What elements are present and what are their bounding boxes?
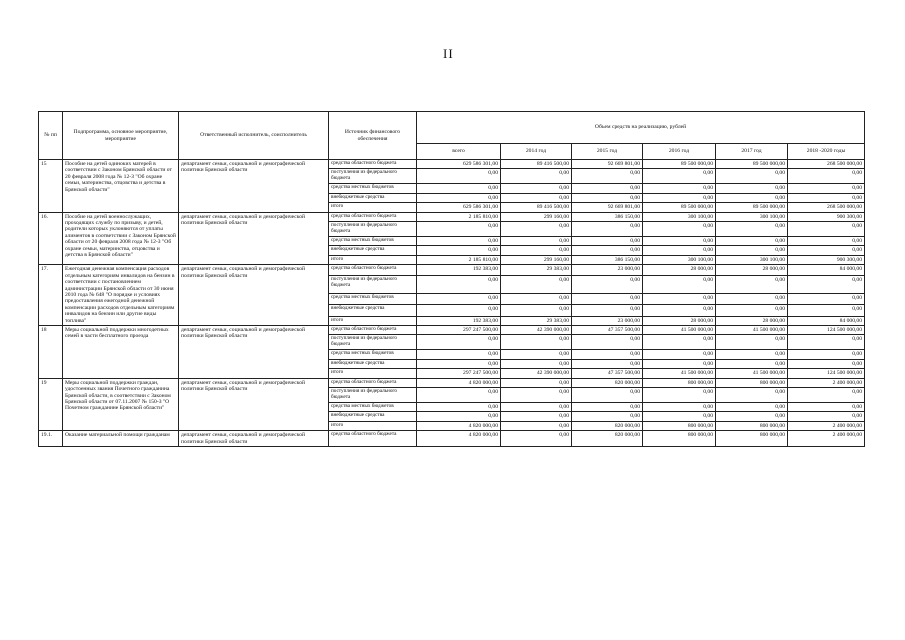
row-number: 17. (39, 265, 63, 326)
amount-cell: 0,00 (572, 222, 643, 237)
amount-cell: 0,00 (716, 350, 788, 359)
amount-cell: 0,00 (643, 193, 716, 202)
amount-cell: 0,00 (501, 193, 572, 202)
amount-cell: 42 390 000,00 (501, 369, 572, 378)
program-name: Пособие на детей военнослужащих, проходящих службу по призыву, и детей, родители которых уклоняются от уплаты алиментов в соответствии с Законом Брянской области от 20 февраля 2008 года № 12-З "Об охране семьи, материнства, отцовства и детства в Брянской области" (63, 212, 179, 265)
header-year: 2015 год (572, 144, 643, 160)
amount-cell: 4 820 000,00 (417, 378, 501, 387)
amount-cell: 900 300,00 (788, 212, 865, 221)
amount-cell: 2 400 000,00 (788, 421, 865, 430)
amount-cell: 0,00 (788, 193, 865, 202)
amount-cell: 0,00 (501, 335, 572, 350)
row-number: 16. (39, 212, 63, 265)
funding-source: внебюджетные средства (329, 412, 417, 421)
amount-cell: 0,00 (643, 305, 716, 316)
amount-cell: 629 586 301,00 (417, 160, 501, 169)
amount-cell: 268 500 000,00 (788, 160, 865, 169)
executor-name: департамент семьи, социальной и демографической политики Брянской области (179, 160, 329, 213)
amount-cell: 0,00 (501, 246, 572, 255)
amount-cell: 92 669 801,00 (572, 203, 643, 212)
executor-name: департамент семьи, социальной и демографической политики Брянской области (179, 212, 329, 265)
amount-cell: 41 500 000,00 (643, 326, 716, 335)
amount-cell: 0,00 (417, 388, 501, 403)
amount-cell: 297 247 500,00 (417, 369, 501, 378)
funding-source: итого (329, 421, 417, 430)
funding-source: внебюджетные средства (329, 193, 417, 202)
amount-cell: 4 820 000,00 (417, 421, 501, 430)
executor-name: департамент семьи, социальной и демографической политики Брянской области (179, 378, 329, 431)
funding-source: внебюджетные средства (329, 305, 417, 316)
executor-name: департамент семьи, социальной и демографической политики Брянской области (179, 326, 329, 379)
executor-name: департамент семьи, социальной и демографической политики Брянской области (179, 431, 329, 447)
funding-source: итого (329, 255, 417, 264)
amount-cell: 23 000,00 (572, 265, 643, 276)
funding-source: внебюджетные средства (329, 359, 417, 368)
amount-cell: 84 000,00 (788, 265, 865, 276)
amount-cell: 0,00 (572, 184, 643, 193)
amount-cell: 0,00 (417, 350, 501, 359)
amount-cell: 268 500 000,00 (788, 203, 865, 212)
funding-source: средства местных бюджетов (329, 350, 417, 359)
amount-cell: 0,00 (501, 184, 572, 193)
amount-cell: 0,00 (643, 388, 716, 403)
header-program: Подпрограмма, основное мероприятие, мероприятие (63, 112, 179, 160)
amount-cell: 0,00 (716, 412, 788, 421)
amount-cell: 0,00 (788, 276, 865, 294)
amount-cell: 124 500 000,00 (788, 369, 865, 378)
amount-cell: 0,00 (501, 294, 572, 305)
amount-cell: 0,00 (417, 335, 501, 350)
amount-cell: 192 383,00 (417, 316, 501, 325)
header-executor: Ответственный исполнитель, соисполнитель (179, 112, 329, 160)
amount-cell: 0,00 (417, 359, 501, 368)
amount-cell: 0,00 (501, 350, 572, 359)
funding-source: средства местных бюджетов (329, 294, 417, 305)
amount-cell: 4 820 000,00 (417, 431, 501, 447)
amount-cell: 0,00 (716, 305, 788, 316)
amount-cell: 0,00 (716, 388, 788, 403)
table-row (39, 265, 865, 276)
amount-cell: 299 160,00 (501, 212, 572, 221)
amount-cell: 41 500 000,00 (643, 369, 716, 378)
amount-cell: 0,00 (501, 236, 572, 245)
amount-cell: 800 000,00 (643, 378, 716, 387)
funding-source: поступления из федерального бюджета (329, 276, 417, 294)
amount-cell: 0,00 (643, 412, 716, 421)
amount-cell: 124 500 000,00 (788, 326, 865, 335)
funding-source: поступления из федерального бюджета (329, 335, 417, 350)
amount-cell: 0,00 (417, 193, 501, 202)
funding-source: итого (329, 369, 417, 378)
amount-cell: 0,00 (643, 335, 716, 350)
amount-cell: 0,00 (572, 169, 643, 184)
funding-source: поступления из федерального бюджета (329, 169, 417, 184)
amount-cell: 28 000,00 (716, 265, 788, 276)
amount-cell: 0,00 (417, 403, 501, 412)
funding-source: средства областного бюджета (329, 431, 417, 447)
funding-source: итого (329, 203, 417, 212)
amount-cell: 0,00 (716, 359, 788, 368)
amount-cell: 89 500 000,00 (716, 203, 788, 212)
amount-cell: 28 000,00 (643, 265, 716, 276)
amount-cell: 2 400 000,00 (788, 431, 865, 447)
amount-cell: 0,00 (572, 335, 643, 350)
amount-cell: 47 357 500,00 (572, 369, 643, 378)
amount-cell: 0,00 (572, 359, 643, 368)
amount-cell: 386 150,00 (572, 212, 643, 221)
amount-cell: 0,00 (643, 403, 716, 412)
program-name: Ежегодная денежная компенсация расходов отдельным категориям инвалидов на бензин в соответствии с постановлением администрации Брянской области от 30 июня 2010 года № 648 "О порядке и условиях предоставления ежегодной денежной компенсации расходов отдельным категориям инвалидов на бензин или другие виды топлива" (63, 265, 179, 326)
amount-cell: 0,00 (501, 169, 572, 184)
amount-cell: 0,00 (788, 246, 865, 255)
table-row (39, 431, 865, 447)
header-year: 2014 год (501, 144, 572, 160)
amount-cell: 89 416 500,00 (501, 203, 572, 212)
amount-cell: 0,00 (643, 276, 716, 294)
amount-cell: 0,00 (643, 222, 716, 237)
amount-cell: 0,00 (788, 222, 865, 237)
amount-cell: 0,00 (716, 335, 788, 350)
amount-cell: 0,00 (788, 169, 865, 184)
amount-cell: 29 383,00 (501, 265, 572, 276)
program-name: Меры социальной поддержки граждан, удостоенных звания Почетного гражданина Брянской области, в соответствии с Законом Брянской области от 07.11.2007 № 150-З "О Почетном гражданине Брянской области" (63, 378, 179, 431)
row-number: 15 (39, 160, 63, 213)
amount-cell: 0,00 (417, 246, 501, 255)
amount-cell: 0,00 (572, 236, 643, 245)
amount-cell: 0,00 (788, 236, 865, 245)
amount-cell: 0,00 (716, 294, 788, 305)
amount-cell: 0,00 (643, 236, 716, 245)
amount-cell: 0,00 (716, 193, 788, 202)
amount-cell: 0,00 (788, 294, 865, 305)
amount-cell: 0,00 (572, 403, 643, 412)
amount-cell: 2 185 810,00 (417, 255, 501, 264)
header-num: № пп (39, 112, 63, 160)
amount-cell: 0,00 (417, 184, 501, 193)
budget-table (38, 111, 865, 447)
amount-cell: 0,00 (716, 169, 788, 184)
amount-cell: 0,00 (501, 421, 572, 430)
amount-cell: 47 357 500,00 (572, 326, 643, 335)
amount-cell: 0,00 (417, 169, 501, 184)
amount-cell: 89 416 500,00 (501, 160, 572, 169)
amount-cell: 89 500 000,00 (643, 160, 716, 169)
amount-cell: 820 000,00 (572, 378, 643, 387)
funding-source: средства местных бюджетов (329, 236, 417, 245)
amount-cell: 0,00 (417, 412, 501, 421)
amount-cell: 0,00 (788, 305, 865, 316)
amount-cell: 800 000,00 (716, 431, 788, 447)
amount-cell: 89 500 000,00 (716, 160, 788, 169)
funding-source: средства областного бюджета (329, 378, 417, 387)
header-year: 2018 -2020 годы (788, 144, 865, 160)
amount-cell: 0,00 (643, 350, 716, 359)
funding-source: поступления из федерального бюджета (329, 388, 417, 403)
amount-cell: 89 500 000,00 (643, 203, 716, 212)
amount-cell: 0,00 (417, 236, 501, 245)
amount-cell: 0,00 (572, 246, 643, 255)
amount-cell: 28 000,00 (716, 316, 788, 325)
amount-cell: 299 160,00 (501, 255, 572, 264)
funding-source: поступления из федерального бюджета (329, 222, 417, 237)
amount-cell: 629 586 301,00 (417, 203, 501, 212)
amount-cell: 0,00 (417, 305, 501, 316)
funding-source: средства местных бюджетов (329, 403, 417, 412)
amount-cell: 28 000,00 (643, 316, 716, 325)
amount-cell: 0,00 (572, 412, 643, 421)
amount-cell: 192 383,00 (417, 265, 501, 276)
amount-cell: 0,00 (501, 388, 572, 403)
amount-cell: 800 000,00 (716, 378, 788, 387)
amount-cell: 0,00 (788, 335, 865, 350)
funding-source: итого (329, 316, 417, 325)
amount-cell: 300 100,00 (716, 212, 788, 221)
amount-cell: 0,00 (572, 305, 643, 316)
amount-cell: 0,00 (788, 350, 865, 359)
amount-cell: 2 185 810,00 (417, 212, 501, 221)
amount-cell: 0,00 (643, 294, 716, 305)
amount-cell: 820 000,00 (572, 421, 643, 430)
funding-source: средства областного бюджета (329, 212, 417, 221)
amount-cell: 0,00 (716, 246, 788, 255)
amount-cell: 0,00 (643, 246, 716, 255)
table-row (39, 160, 865, 169)
header-year: 2017 год (716, 144, 788, 160)
amount-cell: 0,00 (572, 350, 643, 359)
amount-cell: 41 500 000,00 (716, 326, 788, 335)
amount-cell: 0,00 (643, 169, 716, 184)
executor-name: департамент семьи, социальной и демографической политики Брянской области (179, 265, 329, 326)
amount-cell: 29 383,00 (501, 316, 572, 325)
amount-cell: 0,00 (501, 222, 572, 237)
amount-cell: 900 300,00 (788, 255, 865, 264)
page-number: II (443, 46, 454, 61)
amount-cell: 0,00 (716, 403, 788, 412)
amount-cell: 41 500 000,00 (716, 369, 788, 378)
amount-cell: 297 247 500,00 (417, 326, 501, 335)
amount-cell: 0,00 (417, 222, 501, 237)
amount-cell: 0,00 (501, 403, 572, 412)
amount-cell: 0,00 (716, 276, 788, 294)
row-number: 19 (39, 378, 63, 431)
amount-cell: 800 000,00 (643, 421, 716, 430)
amount-cell: 0,00 (572, 388, 643, 403)
amount-cell: 0,00 (501, 412, 572, 421)
amount-cell: 0,00 (501, 378, 572, 387)
amount-cell: 0,00 (716, 222, 788, 237)
amount-cell: 0,00 (643, 359, 716, 368)
amount-cell: 84 000,00 (788, 316, 865, 325)
amount-cell: 0,00 (716, 184, 788, 193)
amount-cell: 0,00 (572, 276, 643, 294)
funding-source: внебюджетные средства (329, 246, 417, 255)
amount-cell: 0,00 (788, 359, 865, 368)
program-name: Меры социальной поддержки многодетных семей в части бесплатного проезда (63, 326, 179, 379)
funding-source: средства областного бюджета (329, 326, 417, 335)
header-year: 2016 год (643, 144, 716, 160)
header-volume: Объем средств на реализацию, рублей (417, 112, 865, 144)
funding-source: средства областного бюджета (329, 160, 417, 169)
table-row (39, 378, 865, 387)
amount-cell: 0,00 (417, 294, 501, 305)
amount-cell: 0,00 (501, 305, 572, 316)
amount-cell: 23 000,00 (572, 316, 643, 325)
row-number: 18 (39, 326, 63, 379)
amount-cell: 0,00 (643, 184, 716, 193)
amount-cell: 0,00 (501, 276, 572, 294)
amount-cell: 300 100,00 (643, 255, 716, 264)
amount-cell: 820 000,00 (572, 431, 643, 447)
amount-cell: 0,00 (572, 193, 643, 202)
amount-cell: 0,00 (501, 359, 572, 368)
amount-cell: 800 000,00 (643, 431, 716, 447)
amount-cell: 0,00 (788, 388, 865, 403)
amount-cell: 300 100,00 (643, 212, 716, 221)
amount-cell: 42 390 000,00 (501, 326, 572, 335)
row-number: 19.1. (39, 431, 63, 447)
table-row (39, 212, 865, 221)
amount-cell: 92 669 801,00 (572, 160, 643, 169)
amount-cell: 0,00 (788, 412, 865, 421)
funding-source: средства областного бюджета (329, 265, 417, 276)
amount-cell: 0,00 (417, 276, 501, 294)
funding-source: средства местных бюджетов (329, 184, 417, 193)
header-source: Источник финансового обеспечения (329, 112, 417, 160)
amount-cell: 0,00 (788, 403, 865, 412)
amount-cell: 386 150,00 (572, 255, 643, 264)
amount-cell: 0,00 (716, 236, 788, 245)
header-year: всего (417, 144, 501, 160)
amount-cell: 0,00 (572, 294, 643, 305)
program-name: Пособие на детей одиноких матерей в соответствии с Законом Брянской области от 20 февраля 2008 года № 12-З "Об охране семьи, материнства, отцовства и детства в Брянской области" (63, 160, 179, 213)
program-name: Оказание материальной помощи гражданам (63, 431, 179, 447)
amount-cell: 0,00 (501, 431, 572, 447)
table-row (39, 326, 865, 335)
amount-cell: 2 400 000,00 (788, 378, 865, 387)
amount-cell: 0,00 (788, 184, 865, 193)
amount-cell: 800 000,00 (716, 421, 788, 430)
amount-cell: 300 100,00 (716, 255, 788, 264)
